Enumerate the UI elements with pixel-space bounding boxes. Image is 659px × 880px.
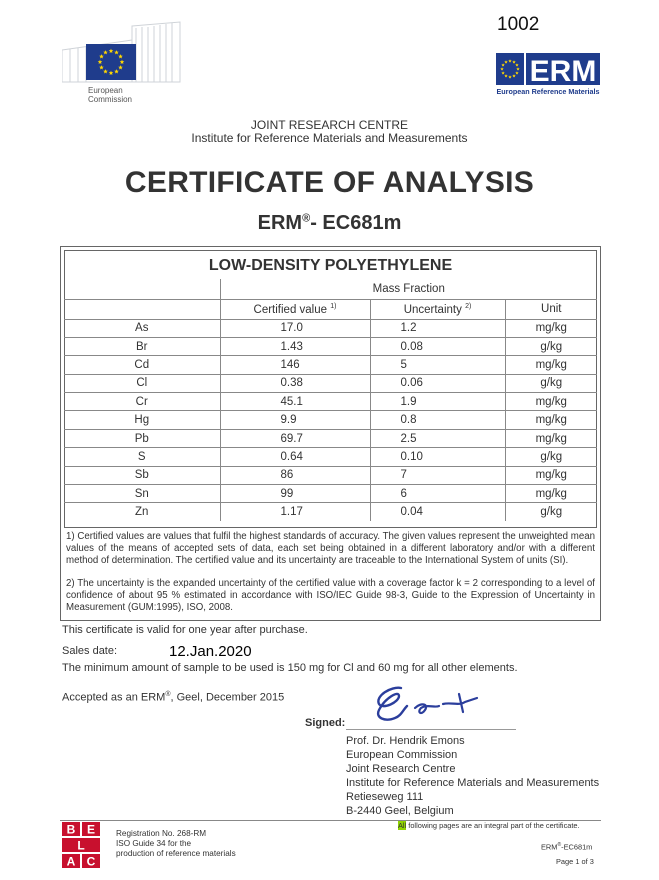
minimum-sample-statement: The minimum amount of sample to be used is 150 mg for Cl and 60 mg for all other elements.: [62, 662, 518, 674]
certified-value-cell: 45.1: [220, 393, 370, 411]
table-header-blank: [64, 299, 220, 319]
registration-number: Registration No. 268-RM: [116, 829, 207, 838]
belac-letter: A: [66, 854, 76, 868]
signatory-org3: Institute for Reference Materials and Measurements: [346, 777, 600, 789]
sales-date-value: 12.Jan.2020: [169, 643, 252, 660]
element-cell: Hg: [64, 411, 220, 429]
certified-value-cell: 86: [220, 466, 370, 484]
element-cell: Sn: [64, 485, 220, 503]
uncertainty-header-label: Uncertainty: [403, 303, 462, 316]
belac-logo: [62, 822, 100, 868]
element-cell: Zn: [64, 503, 220, 521]
mass-fraction-header: Mass Fraction: [220, 279, 597, 299]
page-number: Page 1 of 3: [556, 857, 594, 866]
unit-header: Unit: [505, 299, 597, 319]
uncertainty-cell: 0.8: [370, 411, 505, 429]
code-suffix: - EC681m: [310, 212, 402, 234]
footer-material-code: [541, 842, 592, 851]
uncertainty-cell: 6: [370, 485, 505, 503]
footer-code-suffix: -EC681m: [561, 842, 593, 852]
unit-cell: g/kg: [505, 374, 597, 392]
certified-value-footnote-mark: 1): [330, 302, 337, 310]
unit-cell: mg/kg: [505, 466, 597, 484]
unit-cell: mg/kg: [505, 429, 597, 447]
table-row: [64, 503, 597, 521]
element-cell: Pb: [64, 429, 220, 447]
table-row: [64, 485, 597, 503]
unit-cell: g/kg: [505, 337, 597, 355]
uncertainty-cell: 0.08: [370, 337, 505, 355]
erm-subtitle: European Reference Materials: [496, 87, 600, 96]
code-prefix: ERM: [257, 212, 303, 234]
table-row: [64, 319, 597, 337]
element-cell: Cd: [64, 356, 220, 374]
belac-letter: B: [66, 822, 76, 837]
uncertainty-cell: 0.10: [370, 448, 505, 466]
certified-value-header: [220, 299, 370, 319]
certified-value-cell: 69.7: [220, 429, 370, 447]
institute-line2: Institute for Reference Materials and Measurements: [191, 131, 468, 145]
unit-cell: mg/kg: [505, 485, 597, 503]
element-cell: Sb: [64, 466, 220, 484]
uncertainty-cell: 2.5: [370, 429, 505, 447]
code-registered-mark: ®: [302, 212, 311, 225]
table-row: [64, 337, 597, 355]
validity-statement: This certificate is valid for one year after purchase.: [62, 624, 308, 636]
uncertainty-footnote-mark: 2): [465, 302, 472, 310]
footnote-2: 2) The uncertainty is the expanded uncertainty of the certified value with a coverage factor k = 2 corresponding to a level of confidence of about 95 % estimated in accordance with ISO/IEC Guide 98-3, Guide to the Expression of Uncertainty in Measurement (GUM:1995), ISO, 2008.: [66, 578, 595, 613]
table-row: [64, 411, 597, 429]
certified-value-cell: 17.0: [220, 319, 370, 337]
certified-value-cell: 1.17: [220, 503, 370, 521]
uncertainty-cell: 0.06: [370, 374, 505, 392]
unit-cell: mg/kg: [505, 411, 597, 429]
footer-code-prefix: ERM: [541, 842, 558, 852]
registration-guide: ISO Guide 34 for the: [116, 839, 192, 848]
footer-code-registered-mark: ®: [557, 842, 562, 848]
ec-name-line2: Commission: [88, 95, 133, 104]
sales-date-label: Sales date:: [62, 645, 118, 657]
handwritten-signature: [355, 676, 505, 730]
table-header-row: [64, 299, 597, 319]
certified-value-cell: 99: [220, 485, 370, 503]
certified-value-cell: 1.43: [220, 337, 370, 355]
belac-letter: L: [77, 838, 85, 853]
integral-rest: following pages are an integral part of the certificate.: [406, 821, 580, 830]
document-number: 1002: [497, 14, 540, 35]
integral-highlight: All: [398, 821, 407, 830]
certificate-code: [0, 212, 659, 235]
uncertainty-header: [370, 299, 505, 319]
table-group-header-row: [64, 279, 597, 299]
table-row: [64, 356, 597, 374]
element-cell: S: [64, 448, 220, 466]
uncertainty-cell: 1.2: [370, 319, 505, 337]
uncertainty-cell: 0.04: [370, 503, 505, 521]
certified-value-header-label: Certified value: [253, 303, 328, 316]
integral-pages-note: [398, 821, 580, 830]
table-row: [64, 374, 597, 392]
unit-cell: mg/kg: [505, 319, 597, 337]
certified-value-cell: 146: [220, 356, 370, 374]
table-row: [64, 466, 597, 484]
signatory-org2: Joint Research Centre: [346, 763, 456, 775]
footnote-1: 1) Certified values are values that fulfil the highest standards of accuracy. The given values represent the unweighted mean values of the means of accepted sets of data, each set being obtained in a different laboratory and/or with a different method of determination. The certified value and its uncertainty are traceable to the International System of units (SI).: [66, 531, 595, 566]
table-body: [64, 319, 597, 521]
results-table: [64, 279, 597, 521]
signatory-name: Prof. Dr. Hendrik Emons: [346, 735, 465, 747]
element-cell: As: [64, 319, 220, 337]
table-row: [64, 429, 597, 447]
element-cell: Cl: [64, 374, 220, 392]
uncertainty-cell: 1.9: [370, 393, 505, 411]
unit-cell: g/kg: [505, 503, 597, 521]
certified-value-cell: 9.9: [220, 411, 370, 429]
signatory-street: Retieseweg 111: [346, 791, 424, 803]
uncertainty-cell: 5: [370, 356, 505, 374]
signature-line: [346, 729, 516, 730]
certified-value-cell: 0.64: [220, 448, 370, 466]
table-row: [64, 448, 597, 466]
material-name: LOW-DENSITY POLYETHYLENE: [208, 257, 453, 274]
registration-scope: production of reference materials: [116, 849, 236, 858]
acceptance-registered-mark: ®: [165, 691, 171, 698]
signatory-city: B-2440 Geel, Belgium: [346, 805, 454, 817]
table-corner-cell: [64, 279, 220, 299]
unit-cell: g/kg: [505, 448, 597, 466]
signed-label: Signed:: [305, 717, 346, 729]
element-cell: Cr: [64, 393, 220, 411]
belac-letter: E: [86, 822, 96, 837]
eu-flag-small-icon: [496, 53, 524, 85]
acceptance-prefix: Accepted as an ERM: [62, 691, 166, 704]
institute-line1: JOINT RESEARCH CENTRE: [250, 118, 409, 132]
erm-logo-text: ERM: [529, 55, 597, 88]
ec-name-line1: European: [88, 86, 123, 95]
acceptance-statement: [62, 691, 284, 704]
certificate-title: CERTIFICATE OF ANALYSIS: [124, 166, 535, 199]
acceptance-suffix: , Geel, December 2015: [170, 691, 285, 704]
unit-cell: mg/kg: [505, 356, 597, 374]
table-row: [64, 393, 597, 411]
unit-cell: mg/kg: [505, 393, 597, 411]
signatory-org1: European Commission: [346, 749, 458, 761]
uncertainty-cell: 7: [370, 466, 505, 484]
element-cell: Br: [64, 337, 220, 355]
certified-value-cell: 0.38: [220, 374, 370, 392]
belac-letter: C: [86, 854, 96, 868]
european-commission-name: [88, 86, 132, 104]
